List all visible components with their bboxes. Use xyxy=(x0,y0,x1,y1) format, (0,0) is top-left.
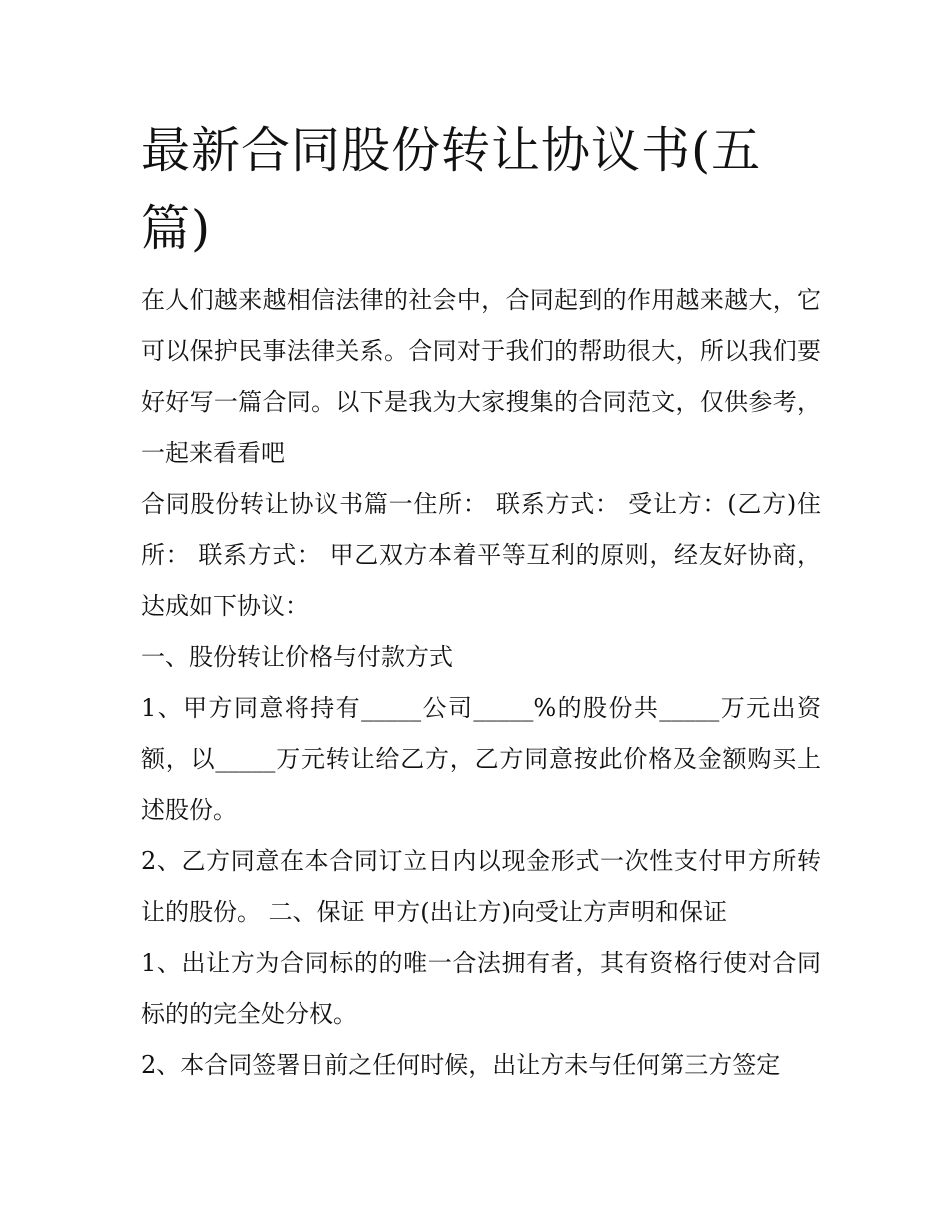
document-title: 最新合同股份转让协议书(五篇) xyxy=(141,122,762,257)
clause-1-1: 1、甲方同意将持有_____公司_____%的股份共_____万元出资额，以_____万元转让给乙方，乙方同意按此价格及金额购买上述股份。 xyxy=(141,694,821,824)
intro-paragraph: 在人们越来越相信法律的社会中，合同起到的作用越来越大，它可以保护民事法律关系。合同对于我们的帮助很大，所以我们要好好写一篇合同。以下是我为大家搜集的合同范文，仅供参考，一起来看看吧 xyxy=(141,286,821,467)
clause-2-1: 1、出让方为合同标的的唯一合法拥有者，其有资格行使对合同标的的完全处分权。 xyxy=(141,949,821,1028)
clause-1-2: 2、乙方同意在本合同订立日内以现金形式一次性支付甲方所转让的股份。 二、保证 甲方(出让方)向受让方声明和保证 xyxy=(141,847,821,926)
clause-2-2: 2、本合同签署日前之任何时候，出让方未与任何第三方签定 xyxy=(141,1051,781,1079)
parties-paragraph: 合同股份转让协议书篇一住所： 联系方式： 受让方：(乙方)住所： 联系方式： 甲乙双方本着平等互利的原则，经友好协商，达成如下协议： xyxy=(141,490,821,620)
section-heading-price: 一、股份转让价格与付款方式 xyxy=(141,643,453,671)
document-body xyxy=(141,275,821,1091)
